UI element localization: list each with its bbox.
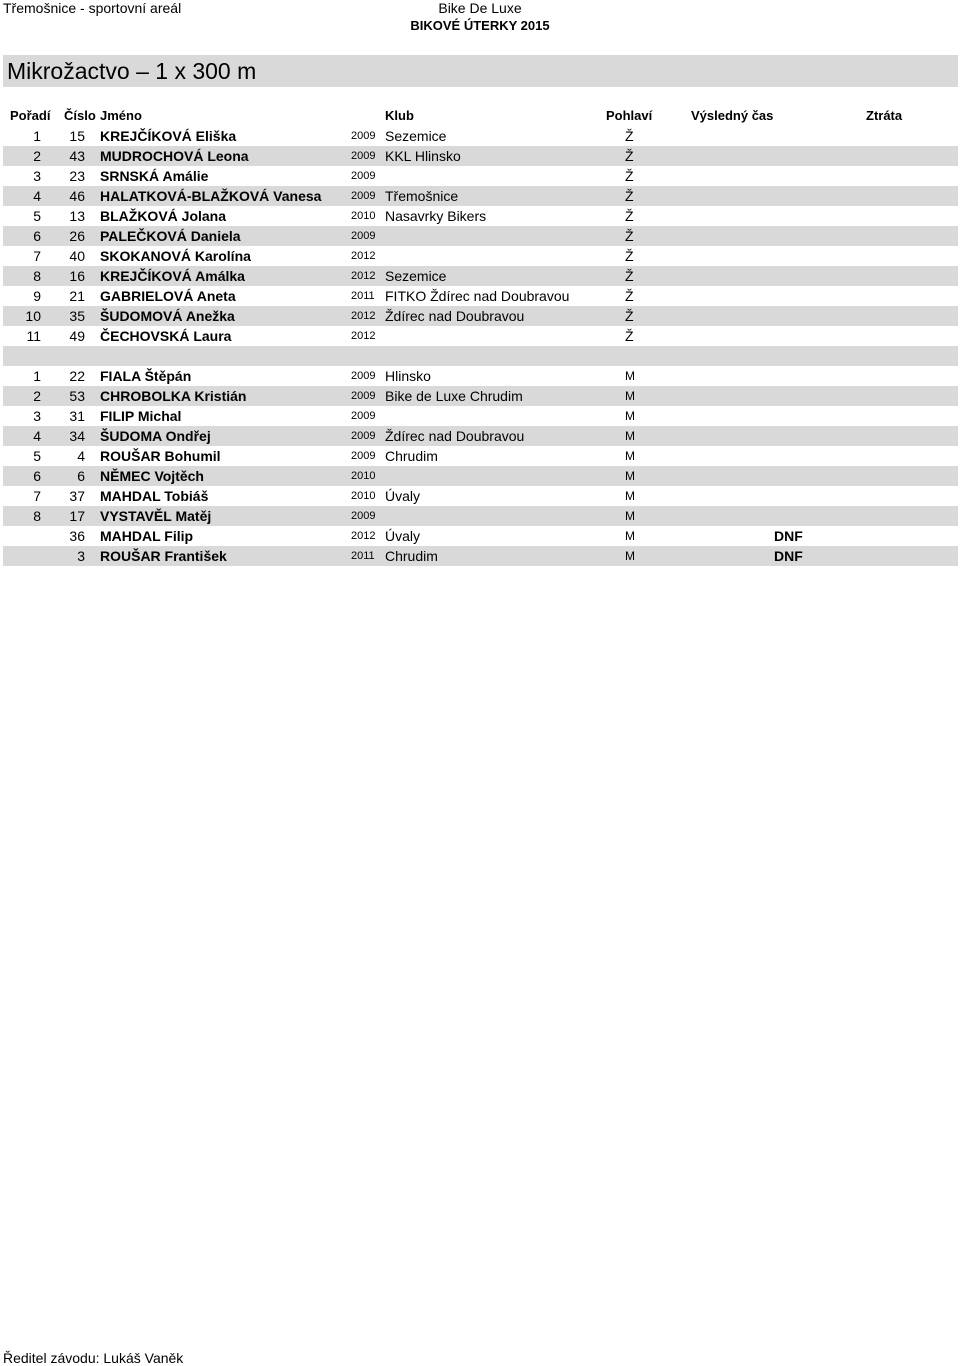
section-divider bbox=[3, 346, 958, 366]
club-cell: Sezemice bbox=[385, 128, 447, 144]
table-row bbox=[3, 246, 958, 266]
table-row bbox=[3, 386, 958, 406]
number-cell: 49 bbox=[69, 328, 85, 344]
number-cell: 37 bbox=[69, 488, 85, 504]
number-cell: 13 bbox=[69, 208, 85, 224]
name-cell: FILIP Michal bbox=[100, 408, 182, 424]
year-cell: 2012 bbox=[351, 530, 376, 542]
gender-cell: Ž bbox=[625, 208, 634, 224]
number-cell: 40 bbox=[69, 248, 85, 264]
table-row bbox=[3, 306, 958, 326]
number-cell: 6 bbox=[77, 468, 85, 484]
col-header-name: Jméno bbox=[100, 108, 142, 123]
year-cell: 2010 bbox=[351, 490, 376, 502]
name-cell: ŠUDOMA Ondřej bbox=[100, 428, 211, 444]
club-cell: Úvaly bbox=[385, 528, 421, 544]
year-cell: 2009 bbox=[351, 370, 376, 382]
gender-cell: M bbox=[625, 449, 635, 463]
club-cell: Hlinsko bbox=[385, 368, 431, 384]
year-cell: 2010 bbox=[351, 470, 376, 482]
club-cell: Ždírec nad Doubravou bbox=[385, 428, 525, 444]
year-cell: 2011 bbox=[351, 550, 375, 562]
number-cell: 35 bbox=[69, 308, 85, 324]
gender-cell: Ž bbox=[625, 248, 634, 264]
gender-cell: Ž bbox=[625, 228, 634, 244]
gender-cell: Ž bbox=[625, 328, 634, 344]
gender-cell: M bbox=[625, 409, 635, 423]
year-cell: 2012 bbox=[351, 310, 376, 322]
table-row bbox=[3, 406, 958, 426]
table-row bbox=[3, 126, 958, 146]
gender-cell: M bbox=[625, 489, 635, 503]
club-cell: Nasavrky Bikers bbox=[385, 208, 487, 224]
number-cell: 46 bbox=[69, 188, 85, 204]
rank-cell: 1 bbox=[33, 128, 41, 144]
number-cell: 4 bbox=[77, 448, 85, 464]
name-cell: ROUŠAR Bohumil bbox=[100, 448, 221, 464]
table-row bbox=[3, 146, 958, 166]
rank-cell: 9 bbox=[33, 288, 41, 304]
name-cell: CHROBOLKA Kristián bbox=[100, 388, 247, 404]
rank-cell: 4 bbox=[33, 428, 41, 444]
col-header-result: Výsledný čas bbox=[691, 108, 774, 123]
name-cell: ČECHOVSKÁ Laura bbox=[100, 328, 232, 344]
year-cell: 2009 bbox=[351, 150, 376, 162]
name-cell: KREJČÍKOVÁ Eliška bbox=[100, 128, 237, 144]
year-cell: 2009 bbox=[351, 390, 376, 402]
rank-cell: 7 bbox=[33, 488, 41, 504]
gender-cell: Ž bbox=[625, 188, 634, 204]
rank-cell: 5 bbox=[33, 208, 41, 224]
club-cell: KKL Hlinsko bbox=[385, 148, 461, 164]
table-row bbox=[3, 286, 958, 306]
venue-label: Třemošnice - sportovní areál bbox=[3, 0, 182, 16]
number-cell: 43 bbox=[69, 148, 85, 164]
name-cell: MAHDAL Filip bbox=[100, 528, 194, 544]
year-cell: 2010 bbox=[351, 210, 376, 222]
table-row bbox=[3, 446, 958, 466]
table-row bbox=[3, 486, 958, 506]
rank-cell: 3 bbox=[33, 408, 41, 424]
name-cell: ŠUDOMOVÁ Anežka bbox=[100, 308, 235, 324]
rank-cell: 1 bbox=[33, 368, 41, 384]
table-row bbox=[3, 206, 958, 226]
table-row bbox=[3, 506, 958, 526]
gender-cell: M bbox=[625, 549, 635, 563]
gender-cell: M bbox=[625, 469, 635, 483]
col-header-club: Klub bbox=[385, 108, 414, 123]
year-cell: 2012 bbox=[351, 330, 376, 342]
col-header-number: Číslo bbox=[64, 108, 96, 123]
results-table bbox=[3, 106, 958, 566]
name-cell: SKOKANOVÁ Karolína bbox=[100, 248, 251, 264]
number-cell: 3 bbox=[77, 548, 85, 564]
club-cell: Ždírec nad Doubravou bbox=[385, 308, 525, 324]
table-row bbox=[3, 266, 958, 286]
gender-cell: Ž bbox=[625, 168, 634, 184]
table-row bbox=[3, 186, 958, 206]
number-cell: 53 bbox=[69, 388, 85, 404]
number-cell: 17 bbox=[69, 508, 85, 524]
name-cell: FIALA Štěpán bbox=[100, 368, 192, 384]
number-cell: 34 bbox=[69, 428, 85, 444]
gender-cell: Ž bbox=[625, 288, 634, 304]
boys-section bbox=[3, 366, 958, 566]
number-cell: 36 bbox=[69, 528, 85, 544]
rank-cell: 10 bbox=[25, 308, 41, 324]
year-cell: 2009 bbox=[351, 410, 376, 422]
race-director: Ředitel závodu: Lukáš Vaněk bbox=[3, 1350, 184, 1366]
rank-cell: 8 bbox=[33, 508, 41, 524]
race-header bbox=[380, 0, 580, 34]
col-header-gender: Pohlaví bbox=[606, 108, 653, 123]
result-cell: DNF bbox=[774, 548, 803, 564]
gender-cell: Ž bbox=[625, 128, 634, 144]
name-cell: PALEČKOVÁ Daniela bbox=[100, 228, 241, 244]
club-cell: Bike de Luxe Chrudim bbox=[385, 388, 523, 404]
table-header-row bbox=[3, 106, 958, 126]
name-cell: NĚMEC Vojtěch bbox=[100, 468, 204, 484]
table-row bbox=[3, 466, 958, 486]
gender-cell: M bbox=[625, 369, 635, 383]
name-cell: SRNSKÁ Amálie bbox=[100, 168, 209, 184]
year-cell: 2009 bbox=[351, 130, 376, 142]
club-cell: Chrudim bbox=[385, 548, 438, 564]
table-row bbox=[3, 426, 958, 446]
gender-cell: Ž bbox=[625, 148, 634, 164]
rank-cell: 4 bbox=[33, 188, 41, 204]
category-title: Mikrožactvo – 1 x 300 m bbox=[7, 58, 257, 84]
category-title-bar bbox=[3, 55, 958, 87]
table-row bbox=[3, 166, 958, 186]
gender-cell: M bbox=[625, 529, 635, 543]
year-cell: 2009 bbox=[351, 450, 376, 462]
organizer-label: Bike De Luxe bbox=[438, 0, 522, 16]
table-row bbox=[3, 226, 958, 246]
name-cell: MAHDAL Tobiáš bbox=[100, 488, 209, 504]
rank-cell: 7 bbox=[33, 248, 41, 264]
club-cell: Třemošnice bbox=[385, 188, 459, 204]
name-cell: KREJČÍKOVÁ Amálka bbox=[100, 268, 245, 284]
result-cell: DNF bbox=[774, 528, 803, 544]
name-cell: ROUŠAR František bbox=[100, 548, 227, 564]
number-cell: 16 bbox=[69, 268, 85, 284]
club-cell: Úvaly bbox=[385, 488, 421, 504]
col-header-loss: Ztráta bbox=[866, 108, 903, 123]
name-cell: GABRIELOVÁ Aneta bbox=[100, 288, 236, 304]
number-cell: 26 bbox=[69, 228, 85, 244]
year-cell: 2009 bbox=[351, 190, 376, 202]
rank-cell: 6 bbox=[33, 228, 41, 244]
number-cell: 22 bbox=[69, 368, 85, 384]
number-cell: 15 bbox=[69, 128, 85, 144]
club-cell: Sezemice bbox=[385, 268, 447, 284]
year-cell: 2011 bbox=[351, 290, 375, 302]
series-label: BIKOVÉ ÚTERKY 2015 bbox=[410, 18, 550, 33]
name-cell: BLAŽKOVÁ Jolana bbox=[100, 208, 227, 224]
gender-cell: M bbox=[625, 429, 635, 443]
rank-cell: 5 bbox=[33, 448, 41, 464]
table-row bbox=[3, 366, 958, 386]
year-cell: 2009 bbox=[351, 170, 376, 182]
gender-cell: M bbox=[625, 389, 635, 403]
rank-cell: 3 bbox=[33, 168, 41, 184]
rank-cell: 6 bbox=[33, 468, 41, 484]
col-header-rank: Pořadí bbox=[10, 108, 51, 123]
year-cell: 2012 bbox=[351, 270, 376, 282]
rank-cell: 11 bbox=[26, 328, 41, 344]
gender-cell: M bbox=[625, 509, 635, 523]
name-cell: HALATKOVÁ-BLAŽKOVÁ Vanesa bbox=[100, 188, 322, 204]
table-row bbox=[3, 546, 958, 566]
rank-cell: 2 bbox=[33, 388, 41, 404]
year-cell: 2009 bbox=[351, 510, 376, 522]
year-cell: 2009 bbox=[351, 230, 376, 242]
number-cell: 31 bbox=[69, 408, 85, 424]
year-cell: 2012 bbox=[351, 250, 376, 262]
name-cell: MUDROCHOVÁ Leona bbox=[100, 148, 249, 164]
rank-cell: 2 bbox=[33, 148, 41, 164]
number-cell: 23 bbox=[69, 168, 85, 184]
gender-cell: Ž bbox=[625, 268, 634, 284]
number-cell: 21 bbox=[69, 288, 85, 304]
year-cell: 2009 bbox=[351, 430, 376, 442]
name-cell: VYSTAVĚL Matěj bbox=[100, 508, 212, 524]
gender-cell: Ž bbox=[625, 308, 634, 324]
girls-section bbox=[3, 126, 958, 346]
club-cell: Chrudim bbox=[385, 448, 438, 464]
table-row bbox=[3, 326, 958, 346]
table-row bbox=[3, 526, 958, 546]
rank-cell: 8 bbox=[33, 268, 41, 284]
club-cell: FITKO Ždírec nad Doubravou bbox=[385, 288, 570, 304]
